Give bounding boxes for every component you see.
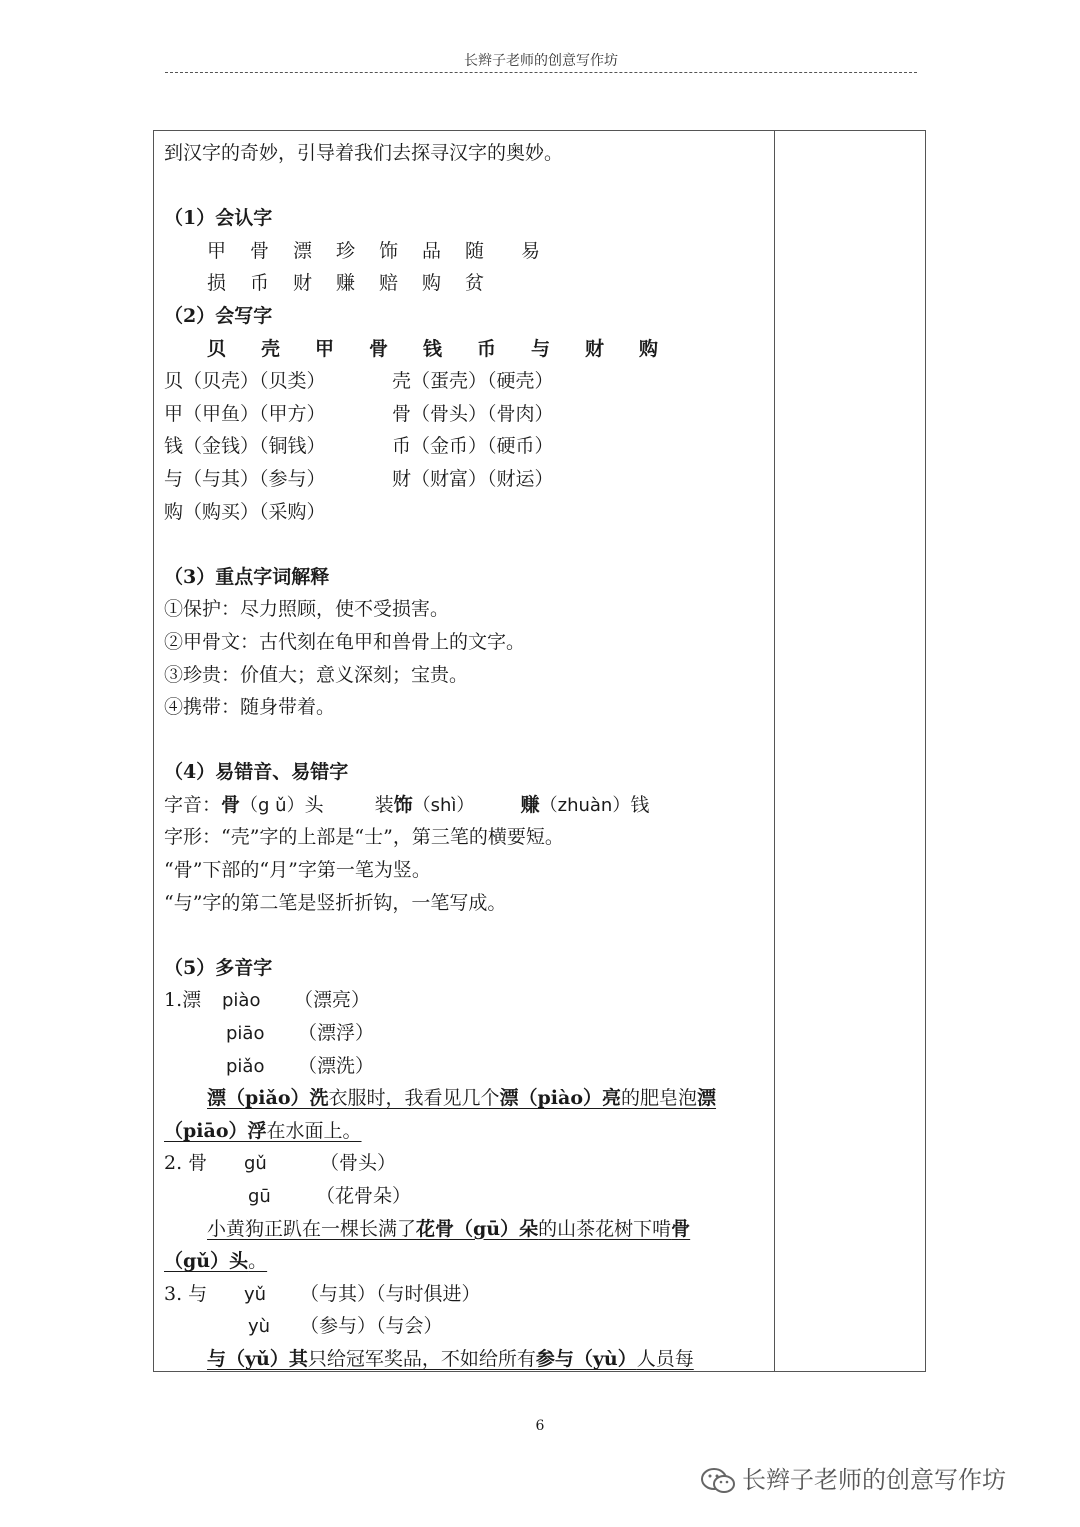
section-1-heading: （1）会认字	[164, 207, 273, 230]
sound2-pre: 装	[374, 793, 394, 816]
polyphone-row	[164, 1310, 769, 1343]
example-bold: （gǔ）头	[164, 1250, 249, 1273]
reading-pinyin: yǔ	[244, 1283, 267, 1305]
shape-note: 字形：“壳”字的上部是“士”，第三笔的横要短。	[164, 826, 564, 849]
char: 甲	[315, 337, 335, 360]
sound1-char: 骨	[221, 793, 241, 816]
sound3-pinyin: （zhuàn）	[539, 794, 631, 816]
polyphone-row	[164, 1050, 769, 1083]
word-left: 贝（贝壳）（贝类）	[164, 370, 326, 393]
section-5-heading: （5）多音字	[164, 956, 273, 979]
word-left: 购（购买）（采购）	[164, 500, 326, 523]
section-4-heading: （4）易错音、易错字	[164, 761, 349, 784]
char: 贫	[465, 272, 485, 295]
sound-row	[164, 789, 769, 822]
example-text: 在水面上。	[266, 1119, 362, 1142]
example-bold: 参与（yù）	[535, 1347, 637, 1370]
polyphone-row	[164, 1147, 769, 1180]
reading-word: （与其）（与时俱进）	[300, 1282, 481, 1305]
example-text: 人员每	[636, 1347, 694, 1370]
example-sentence-cont	[164, 1245, 769, 1278]
reading-word: （参与）（与会）	[300, 1315, 443, 1338]
example-sentence	[164, 1343, 769, 1376]
sound3-rest: 钱	[630, 793, 650, 816]
char: 币	[477, 337, 497, 360]
char: 品	[422, 239, 442, 262]
reading-pinyin: piǎo	[226, 1055, 265, 1077]
sound-label: 字音：	[164, 793, 222, 816]
polyphone-row	[164, 1180, 769, 1213]
sound1-rest: 头	[304, 793, 324, 816]
definition-item: ④携带：随身带着。	[164, 696, 336, 719]
polyphone-row	[164, 984, 769, 1017]
example-text: 。	[248, 1250, 268, 1273]
char: 壳	[261, 337, 281, 360]
char: 饰	[379, 239, 399, 262]
sound3-char: 赚	[520, 793, 540, 816]
page-header-title: 长辫子老师的创意写作坊	[464, 53, 618, 69]
page-number: 6	[535, 1418, 545, 1434]
word-right: 币（金币）（硬币）	[392, 435, 554, 458]
char: 赚	[336, 272, 356, 295]
example-bold: 漂（piào）亮	[499, 1087, 622, 1110]
header-divider	[165, 72, 917, 73]
char: 随	[465, 239, 485, 262]
char: 购	[639, 337, 659, 360]
char: 甲	[207, 239, 227, 262]
word-right: 壳（蛋壳）（硬壳）	[392, 370, 554, 393]
polyphone-row	[164, 1017, 769, 1050]
char: 币	[250, 272, 270, 295]
reading-pinyin: piào	[222, 990, 261, 1012]
recognize-row-2	[164, 267, 769, 300]
word-left: 与（与其）（参与）	[164, 467, 326, 490]
lesson-content	[164, 137, 769, 1376]
example-bold: 漂（piǎo）洗	[207, 1087, 329, 1110]
table-column-divider	[774, 131, 775, 1371]
reading-pinyin: yù	[248, 1316, 271, 1338]
word-left: 甲（甲鱼）（甲方）	[164, 402, 326, 425]
definition-item: ①保护：尽力照顾，使不受损害。	[164, 598, 450, 621]
polyphone-row	[164, 1278, 769, 1311]
example-text: 衣服时，我看见几个	[328, 1087, 500, 1110]
char: 与	[531, 337, 551, 360]
char: 财	[585, 337, 605, 360]
sound2-char: 饰	[393, 793, 413, 816]
shape-note: “与”字的第二笔是竖折折钩，一笔写成。	[164, 891, 507, 914]
reading-word: （骨头）	[320, 1152, 397, 1175]
word-right: 骨（骨头）（骨肉）	[392, 402, 554, 425]
lesson-table	[153, 130, 926, 1372]
polyphone-number: 1.漂	[164, 989, 202, 1012]
example-bold: 花骨（gū）朵	[416, 1217, 539, 1240]
section-2-heading: （2）会写字	[164, 304, 273, 327]
char: 损	[207, 272, 227, 295]
polyphone-number: 2. 骨	[164, 1152, 208, 1175]
reading-pinyin: piāo	[226, 1023, 265, 1045]
char: 财	[293, 272, 313, 295]
char: 骨	[250, 239, 270, 262]
intro-text: 到汉字的奇妙，引导着我们去探寻汉字的奥妙。	[164, 142, 564, 164]
example-text: 只给冠军奖品，不如给所有	[307, 1347, 536, 1370]
reading-word: （漂浮）	[298, 1022, 375, 1045]
reading-word: （漂亮）	[294, 989, 371, 1012]
word-left: 钱（金钱）（铜钱）	[164, 435, 326, 458]
definition-item: ②甲骨文：古代刻在龟甲和兽骨上的文字。	[164, 630, 526, 653]
char: 钱	[423, 337, 443, 360]
example-text: 的山茶花树下啃	[538, 1217, 672, 1240]
shape-note: “骨”下部的“月”字第一笔为竖。	[164, 859, 431, 882]
reading-word: （漂洗）	[298, 1054, 375, 1077]
reading-word: （花骨朵）	[316, 1185, 412, 1207]
definition-item: ③珍贵：价值大；意义深刻；宝贵。	[164, 663, 469, 686]
example-text: 的肥皂泡	[621, 1087, 698, 1110]
watermark	[700, 1460, 1006, 1495]
char: 易	[521, 239, 541, 262]
word-row	[164, 398, 769, 431]
word-right: 财（财富）（财运）	[392, 467, 554, 490]
wechat-icon	[700, 1467, 736, 1495]
example-sentence-cont	[164, 1115, 769, 1148]
reading-pinyin: gū	[248, 1186, 271, 1207]
word-row	[164, 365, 769, 398]
char: 赔	[379, 272, 399, 295]
section-3-heading: （3）重点字词解释	[164, 565, 330, 588]
watermark-text: 长辫子老师的创意写作坊	[742, 1466, 1006, 1494]
example-bold: 骨	[671, 1217, 691, 1240]
reading-pinyin: gǔ	[244, 1153, 267, 1175]
polyphone-number: 3. 与	[164, 1282, 208, 1305]
sound2-pinyin: （shì）	[412, 794, 475, 816]
recognize-row-1	[164, 235, 769, 268]
word-row	[164, 430, 769, 463]
char: 漂	[293, 239, 313, 262]
example-sentence	[164, 1213, 769, 1246]
example-sentence	[164, 1082, 769, 1115]
write-chars-row	[164, 333, 769, 366]
example-bold: 漂	[697, 1087, 717, 1110]
example-bold: 与（yǔ）其	[207, 1347, 308, 1370]
word-row	[164, 463, 769, 496]
example-bold: （piāo）浮	[164, 1119, 267, 1142]
char: 购	[422, 272, 442, 295]
word-row	[164, 496, 769, 529]
char: 珍	[336, 239, 356, 262]
char: 贝	[207, 337, 227, 360]
example-text: 小黄狗正趴在一棵长满了	[207, 1217, 417, 1240]
sound1-pinyin: （g ǔ）	[240, 794, 305, 816]
char: 骨	[369, 337, 389, 360]
